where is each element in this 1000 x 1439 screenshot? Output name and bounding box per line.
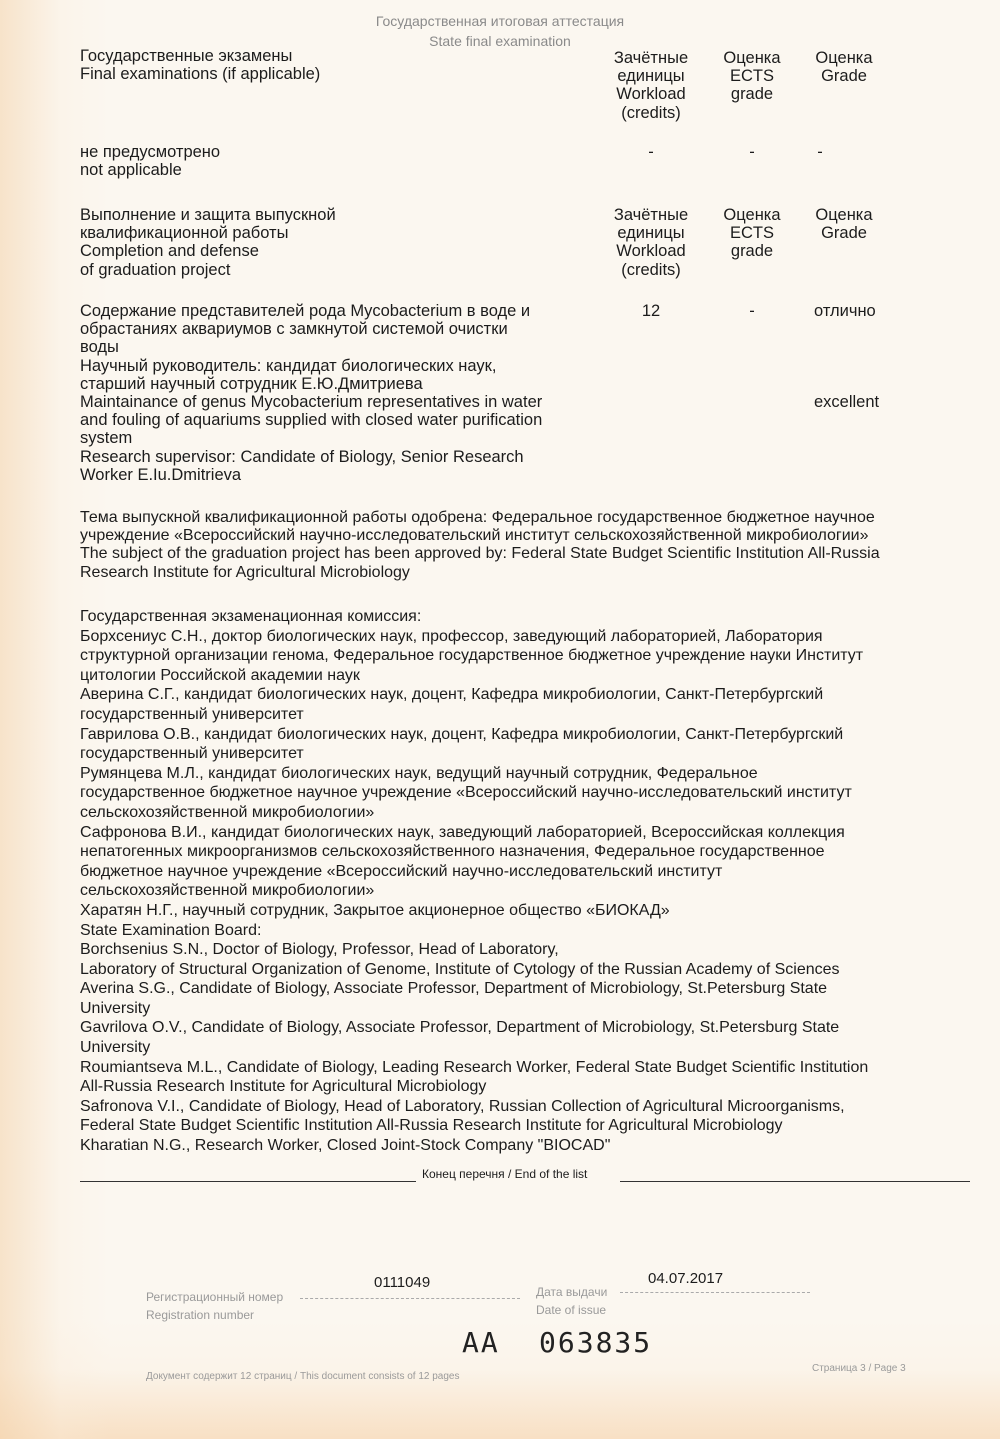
registration-label-ru: Регистрационный номер: [146, 1290, 284, 1304]
exams-row-ects: -: [749, 143, 755, 161]
header-title-ru: Государственная итоговая аттестация: [375, 13, 625, 29]
column-header-ects: Оценка ECTS grade: [723, 49, 781, 104]
pages-count-note: Документ содержит 12 страниц / This document consists of 12 pages: [146, 1371, 460, 1382]
exams-row-label: не предусмотрено not applicable: [80, 143, 221, 180]
registration-label-en: Registration number: [146, 1308, 255, 1322]
end-of-list-label: Конец перечня / End of the list: [422, 1167, 588, 1181]
exams-row-credits: -: [648, 143, 654, 161]
issue-date-label-en: Date of issue: [536, 1303, 607, 1317]
project-column-header-grade: Оценка Grade: [815, 206, 873, 243]
project-title: Выполнение и защита выпускной квалификационной работы Completion and defense of graduation project: [80, 206, 336, 279]
project-grade-ru: отлично: [814, 302, 876, 320]
project-column-header-ects: Оценка ECTS grade: [723, 206, 781, 261]
project-description: Содержание представителей рода Mycobacterium в воде и обрастаниях аквариумов с замкнутой системой очистки воды Научный руководитель: кандидат биологических наук, старший научный сотрудник Е.Ю.Дмитриева Maintainance of genus Mycobacterium representatives in water and fouling of aquariums supplied with closed water purification system Research supervisor: Candidate of Biology, Senior Research Worker E.Iu.Dmitrieva: [80, 302, 543, 484]
issue-date-label-ru: Дата выдачи: [536, 1285, 608, 1299]
approval-section: Тема выпускной квалификационной работы одобрена: Федеральное государственное бюджетное научное учреждение «Всероссийский научно-исследовательский институт сельскохозяйственной микробиологии» The subject of the graduation project has been approved by: Federal State Budget Scientific Institution All-Russia Research Institute for Agricultural Microbiology: [80, 509, 880, 581]
project-column-header-credits: Зачётные единицы Workload (credits): [613, 206, 689, 279]
issue-date-value: 04.07.2017: [648, 1270, 724, 1287]
issue-date-dash-line: [620, 1292, 810, 1293]
registration-number: 0111049: [374, 1274, 431, 1291]
column-header-grade: Оценка Grade: [815, 49, 873, 86]
end-of-list-row: [80, 1164, 970, 1184]
project-grade-en: excellent: [814, 393, 880, 411]
document-serial-number: 063835: [539, 1326, 653, 1359]
project-ects: -: [749, 302, 755, 320]
exams-row-grade: -: [817, 143, 823, 161]
project-credits: 12: [641, 302, 661, 320]
column-header-credits: Зачётные единицы Workload (credits): [613, 49, 689, 122]
registration-dash-line: [300, 1298, 520, 1299]
exams-title: Государственные экзамены Final examinations (if applicable): [80, 47, 321, 84]
header-title-en: State final examination: [429, 33, 571, 49]
examination-board-section: Государственная экзаменационная комиссия: Борхсениус С.Н., доктор биологических наук, профессор, заведующий лабораторией, Лаборатория структурной организации генома, Федеральное государственное бюджетное учреждение науки Институт цитологии Российской академии наук Аверина С.Г., кандидат биологических наук, доцент, Кафедра микробиологии, Санкт-Петербургский государственный университет Гаврилова О.В., кандидат биологических наук, доцент, Кафедра микробиологии, Санкт-Петербургский государственный университет Румянцева М.Л., кандидат биологических наук, ведущий научный сотрудник, Федеральное государственное бюджетное научное учреждение «Всероссийский научно-исследовательский институт сельскохозяйственной микробиологии» Сафронова В.И., кандидат биологических наук, заведующий лабораторией, Всероссийская коллекция непатогенных микроорганизмов сельскохозяйственного назначения, Федеральное государственное бюджетное научное учреждение «Всероссийский научно-исследовательский институт сельскохозяйственной микробиологии» Харатян Н.Г., научный сотрудник, Закрытое акционерное общество «БИОКАД» State Examination Board: Borchsenius S.N., Doctor of Biology, Professor, Head of Laboratory, Laboratory of Structural Organization of Genome, Institute of Cytology of the Russian Academy of Sciences Averina S.G., Candidate of Biology, Associate Professor, Department of Microbiology, St.Petersburg State University Gavrilova O.V., Candidate of Biology, Associate Professor, Department of Microbiology, St.Petersburg State University Roumiantseva M.L., Candidate of Biology, Leading Research Worker, Federal State Budget Scientific Institution All-Russia Research Institute for Agricultural Microbiology Safronova V.I., Candidate of Biology, Head of Laboratory, Russian Collection of Agricultural Microorganisms, Federal State Budget Scientific Institution All-Russia Research Institute for Agricultural Microbiology Kharatian N.G., Research Worker, Closed Joint-Stock Company "BIOCAD": [80, 608, 869, 1155]
page-number: Страница 3 / Page 3: [812, 1363, 906, 1374]
end-of-list-rule-right: [620, 1181, 970, 1182]
end-of-list-rule-left: [80, 1181, 416, 1182]
document-series: AA: [462, 1326, 500, 1359]
